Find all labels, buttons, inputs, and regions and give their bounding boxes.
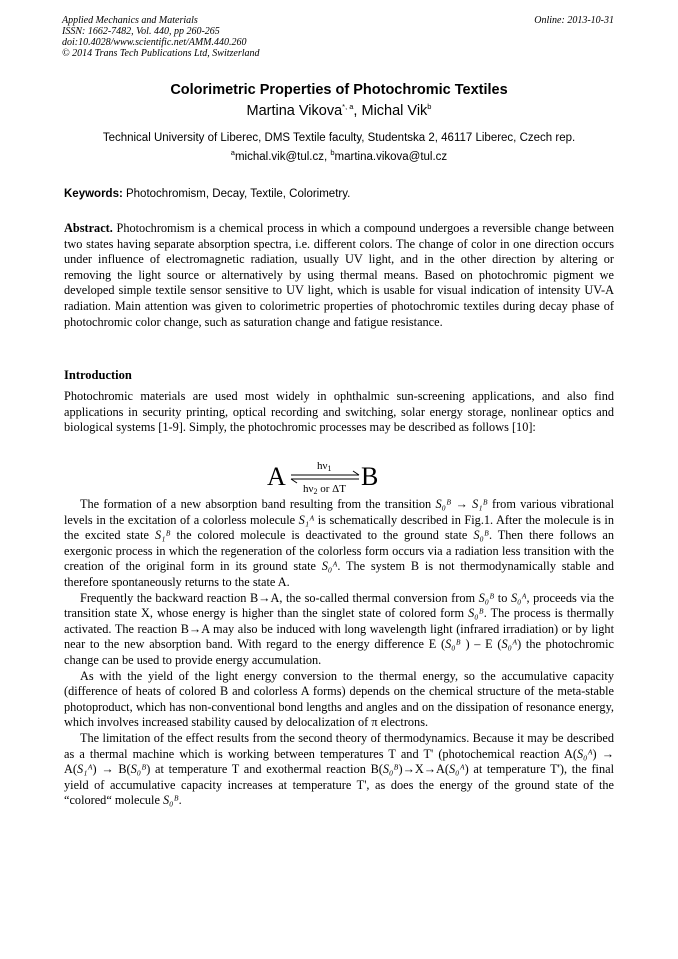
email-a-sup: a [230,148,235,158]
email-a[interactable]: michal.vik@tul.cz, [234,151,331,163]
paragraph-backward-reaction: Frequently the backward reaction B→A, the so-called thermal conversion from S₀ᴮ to S₀ᴬ, proceeds via the transition state X, whose energy is higher than the singlet state of colored form S₀ᴮ. The process is thermally activated. The reaction B→A may also be induced with long wavelength light (infrared irradiation) or by light near to the new absorption band. With regard to the energy difference E (S₀ᴮ ) – E (S₀ᴬ) the photochromic change can be used to provide energy accumulation. [64,590,615,667]
paragraph-transition: The formation of a new absorption band resulting from the transition S₀ᴮ → S₁ᴮ from various vibrational levels in the excitation of a colorless molecule S₁ᴬ is schematically described in Fig.1. After the molecule is in the excited state S₁ᴮ the colored molecule is deactivated to the ground state S₀ᴮ. Then there follows an exergonic process in which the regeneration of the colorless form occurs via a radiation less transition with the creation of the original form in its ground state S₀ᴬ. The system B is not thermodynamically stable and therefore spontaneously returns to the state A. [64,497,614,589]
scheme-backward-label: hν2 or ΔT [303,483,346,496]
author-2: Michal Vik [361,103,428,119]
body-paragraphs [64,497,614,809]
emails [0,148,678,163]
abstract [64,221,614,330]
author-1-sup: *, a [342,102,354,112]
abstract-label: Abstract. [64,221,113,235]
author-1: Martina Vikova [246,103,343,119]
affiliation: Technical University of Liberec, DMS Textile faculty, Studentska 2, 46117 Liberec, Czech rep. [102,132,576,144]
paragraph-accumulative-capacity: As with the yield of the light energy conversion to the thermal energy, so the accumulative capacity (difference of heats of colored B and colorless A forms) depends on the chemical structure of the meta-stable photoproduct, which has non-conventional bond lengths and angles and on the dissipation of resonance energy, which involves increased stability caused by delocalization of π electrons. [64,668,614,730]
scheme-state-b: B [361,462,379,491]
intro-p1-text: Photochromic materials are used most widely in ophthalmic sun-screening applications, and also find applications in security printing, optical recording and switching, solar energy storage, nonlinear optics and biological systems [1-9]. Simply, the photochromic processes may be described as follows [10]: [64,389,614,435]
abstract-text: Photochromism is a chemical process in which a compound undergoes a reversible change between two states having separate absorption spectra, i.e. different colors. The change of color in one direction occurs under influence of electromagnetic radiation, usually UV light, and in the other direction by altering or removing the light source or alternatively by using thermal means. Based on photochromic pigment we developed simple textile sensor sensitive to UV light, which is usable for visual indication of intensity UV-A radiation. Main attention was given to colorimetric properties of photochromic textiles during decay phase of photochromic color change, such as saturation change and fatigue resistance. [64,221,614,329]
email-b[interactable]: martina.vikova@tul.cz [334,151,448,163]
photochromic-reaction-scheme [265,455,395,497]
keywords [64,188,614,200]
journal-name: Applied Mechanics and Materials [62,15,198,26]
keywords-label: Keywords: [64,188,123,200]
scheme-state-a: A [267,462,286,491]
keywords-text: Photochromism, Decay, Textile, Colorimetry. [122,188,351,200]
introduction-heading: Introduction [64,368,132,382]
author-separator: , [353,103,362,119]
paragraph-thermodynamics: The limitation of the effect results from the second theory of thermodynamics. Because it may be described as a thermal machine which is working between temperatures T and T' (photochemical reaction A(S₀ᴬ) → A(S₁ᴬ) → B(S₀ᴮ) at temperature T and exothermal reaction B(S₀ᴮ)→X→A(S₀ᴬ) at temperature T'), the final yield of accumulative capacity increases at temperature T', as does the energy of the ground state of the “colored“ molecule S₀ᴮ. [64,730,614,808]
backward-arrowhead [291,479,297,483]
online-date: Online: 2013-10-31 [534,15,614,26]
doi: doi:10.4028/www.scientific.net/AMM.440.260 [62,37,247,48]
author-2-sup: b [427,102,432,112]
forward-arrowhead [353,471,359,475]
scheme-forward-label: hν1 [317,460,332,473]
introduction-paragraph-1 [64,389,614,436]
paper-title: Colorimetric Properties of Photochromic Textiles [170,82,508,98]
authors [0,103,678,119]
email-b-sup: b [330,148,335,158]
issn: ISSN: 1662-7482, Vol. 440, pp 260-265 [62,26,220,37]
copyright: © 2014 Trans Tech Publications Ltd, Switzerland [62,48,260,59]
journal-header [62,15,614,59]
